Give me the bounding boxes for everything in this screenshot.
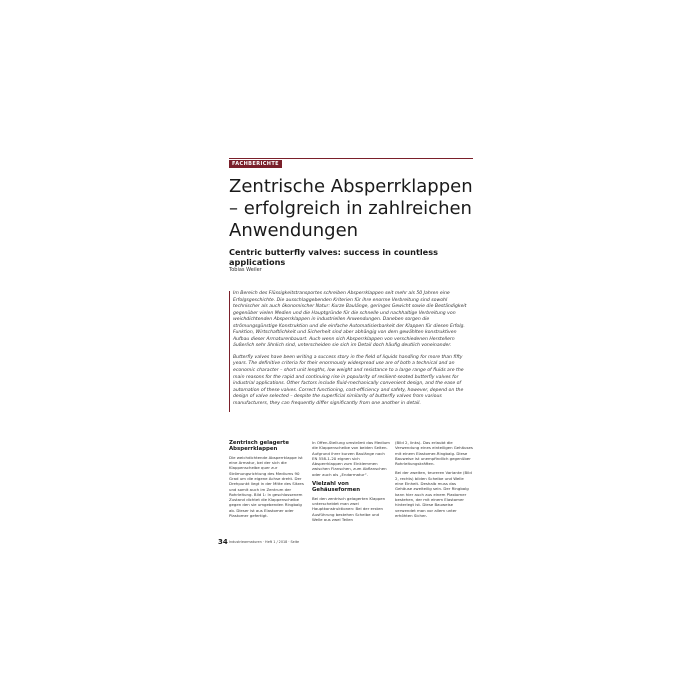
column-3-text-1: (Bild 2, links). Das erlaubt die Verwendung eines einteiligen Gehäuses mit einem Elastomer-Ringbalg. Diese Bauweise ist unempfindlich gegenüber Rohrleitungskräften. bbox=[395, 440, 473, 467]
article-subtitle: Centric butterfly valves: success in countless applications bbox=[229, 247, 438, 267]
column-2-text-2: Bei den zentrisch gelagerten Klappen unterscheidet man zwei Hauptkonstruktionen: Bei der ersten Ausführung bestehen Scheibe und Welle aus zwei Teilen bbox=[312, 495, 386, 523]
section-label: FACHBERICHTE bbox=[229, 160, 282, 168]
body-column-2 bbox=[312, 440, 390, 526]
section-rule bbox=[229, 158, 473, 159]
body-column-1 bbox=[229, 440, 307, 522]
column-3-text-2: Bei der zweiten, teureren Variante (Bild 2, rechts) bilden Scheibe und Welle eine Einheit. Deshalb muss das Gehäuse zweiteilig sein. Der Ringbalg kann hier auch aus einem Plastomer bestehen, der mit einem Elastomer hinterlegt ist. Diese Bauweise verwendet man vor allem unter erhöhten Sicher- bbox=[395, 470, 472, 518]
column-1-heading: Zentrisch gelagerte Absperrklappen bbox=[229, 440, 290, 453]
abstract-english: Butterfly valves have been writing a success story in the field of liquids handling for more than fifty years. The definitive criteria for their enormously widespread use are of both a technical and an economic character – short unit lengths, low weight and resistance to a large range of fluids are the main reasons for the rapid and continuing rise in popularity of resilient-seated butterfly valves for industrial applications. Other factors include fluid-mechanically convenient design, and the ease of automation of these valves. Correct functioning, cost-efficiency and safety, however, depend on the design of valve selected – despite the superficial similarity of butterfly valves from various manufacturers, they can frequently differ significantly from one another in detail. bbox=[233, 354, 464, 406]
author-name: Tobias Weiler bbox=[229, 267, 262, 273]
page-number: 34 bbox=[218, 538, 228, 546]
section-tag bbox=[229, 158, 473, 168]
column-2-heading: Vielzahl von Gehäuseformen bbox=[312, 481, 361, 494]
body-column-3 bbox=[395, 440, 473, 522]
page-footer bbox=[218, 538, 474, 546]
journal-reference: Industriearmaturen · Heft 1 / 2018 · Seite bbox=[229, 540, 300, 544]
column-2-text-1: In Offen-Stellung umströmt das Medium die Klappenscheibe von beiden Seiten. Aufgrund ihrer kurzen Baulänge nach EN 558-1-20 eignen sich Absperrklappen zum Einklemmen zwischen Flanschen, zum Abflanschen oder auch als „Endarmatur“. bbox=[312, 440, 390, 477]
abstract-german: Im Bereich des Flüssigkeitstransportes schreiben Absperrklappen seit mehr als 50 Jahren eine Erfolgsgeschichte. Die ausschlaggebenden Kriterien für ihre enorme Verbreitung sind sowohl technischer als auch ökonomischer Natur: Kurze Baulänge, geringes Gewicht sowie die Beständigkeit gegenüber vielen Medien und die Hauptgründe für die schnelle und nachhaltige Verbreitung von weichdichtenden Absperrklappen in industriellen Anwendungen. Daneben sorgen die strömungsgünstige Konstruktion und die einfache Automatisierbarkeit der Klappen für diesen Erfolg. Funktion, Wirtschaftlichkeit und Sicherheit sind aber abhängig von dem gewählten konstruktiven Aufbau dieser Armaturenbauart. Auch wenn sich Absperrklappen von verschiedenen Herstellern äußerlich sehr ähnlich sind, unterscheiden sie sich im Detail doch häufig deutlich voneinander. bbox=[233, 291, 467, 349]
abstract bbox=[229, 291, 473, 412]
column-1-text: Die weichdichtende Absperrklappe ist eine Armatur, bei der sich die Klappenscheibe quer zur Strömungsrichtung des Mediums 90 Grad um die eigene Achse dreht. Der Drehpunkt liegt in der Mitte des Sitzes und somit auch im Zentrum der Rohrleitung. Bild 1: In geschlossenem Zustand dichtet die Klappenscheibe gegen den sie umgebenden Ringbalg ab. Dieser ist aus Elastomer oder Plastomer gefertigt. bbox=[229, 454, 304, 519]
article-title: Zentrische Absperrklappen – erfolgreich in zahlreichen Anwendungen bbox=[229, 176, 473, 241]
